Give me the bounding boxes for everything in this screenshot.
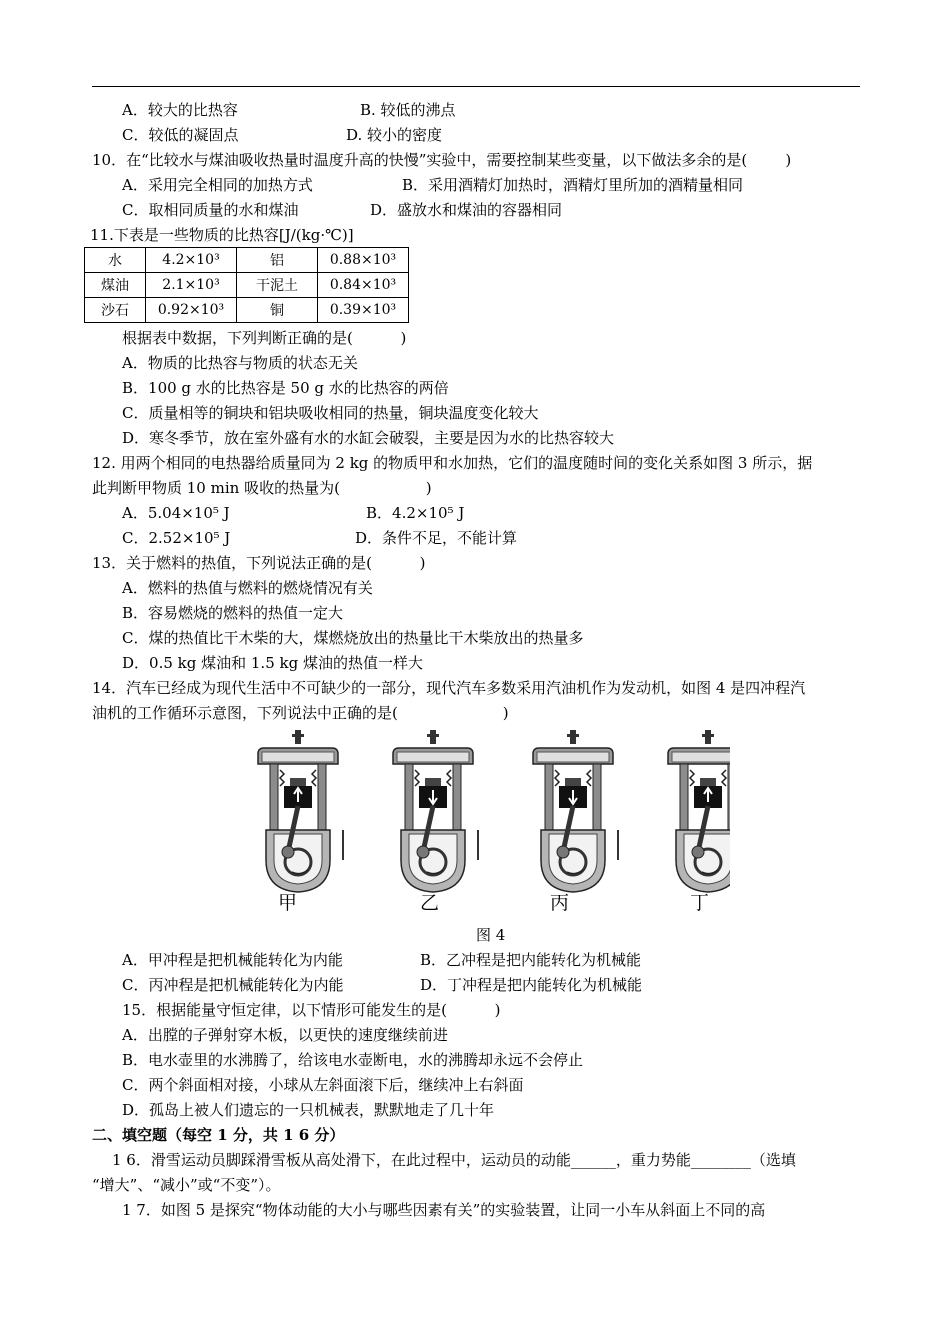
q16-line2: “增大”、“减小”或“不变”）。	[92, 1176, 281, 1194]
q12-option-a: A．5.04×10⁵ J	[122, 504, 230, 522]
table-cell: 4.2×10³	[146, 248, 237, 273]
engine-label-ding: 丁	[690, 892, 710, 914]
q10-option-b: B．采用酒精灯加热时，酒精灯里所加的酒精量相同	[402, 176, 744, 194]
q13-option-d: D．0.5 kg 煤油和 1.5 kg 煤油的热值一样大	[122, 654, 423, 672]
engine-label-jia: 甲	[278, 892, 298, 914]
q12-line2: 此判断甲物质 10 min 吸收的热量为( )	[92, 479, 432, 497]
q14-option-c: C．丙冲程是把机械能转化为内能	[122, 976, 344, 994]
engine-label-bing: 丙	[550, 892, 570, 914]
q10-option-a: A．采用完全相同的加热方式	[122, 176, 313, 194]
table-cell: 铝	[237, 248, 318, 273]
q11-ask: 根据表中数据，下列判断正确的是( )	[122, 329, 407, 347]
q12-option-d: D．条件不足，不能计算	[355, 529, 518, 547]
q10-option-c: C．取相同质量的水和煤油	[122, 201, 299, 219]
q15-stem: 15．根据能量守恒定律，以下情形可能发生的是( )	[122, 1001, 501, 1019]
table-row	[85, 248, 409, 273]
table-cell: 干泥土	[237, 273, 318, 298]
q15-option-a: A．出膛的子弹射穿木板，以更快的速度继续前进	[122, 1026, 448, 1044]
figure-caption: 图 4	[476, 926, 506, 944]
table-row	[85, 273, 409, 298]
q9-option-b: B. 较低的沸点	[360, 101, 456, 119]
table-cell: 铜	[237, 298, 318, 323]
engine-strokes-figure	[240, 730, 730, 910]
table-cell: 煤油	[85, 273, 146, 298]
table-cell: 0.84×10³	[318, 273, 409, 298]
table-cell: 2.1×10³	[146, 273, 237, 298]
q14-option-d: D．丁冲程是把内能转化为机械能	[420, 976, 643, 994]
specific-heat-table	[84, 247, 409, 323]
q11-option-a: A．物质的比热容与物质的状态无关	[122, 354, 358, 372]
q12-option-c: C．2.52×10⁵ J	[122, 529, 231, 547]
section-heading: 二、填空题（每空 1 分，共 1 6 分）	[92, 1126, 345, 1144]
q16-line1: 1 6．滑雪运动员脚踩滑雪板从高处滑下，在此过程中，运动员的动能______，重力势能________（选填	[112, 1151, 796, 1169]
q13-option-a: A．燃料的热值与燃料的燃烧情况有关	[122, 579, 373, 597]
engine-label-yi: 乙	[420, 892, 440, 914]
q9-option-d: D. 较小的密度	[346, 126, 443, 144]
q9-option-a: A．较大的比热容	[122, 101, 238, 119]
q13-option-b: B．容易燃烧的燃料的热值一定大	[122, 604, 344, 622]
header-rule	[92, 86, 860, 87]
q12-option-b: B．4.2×10⁵ J	[366, 504, 465, 522]
q17-line1: 1 7．如图 5 是探究“物体动能的大小与哪些因素有关”的实验装置，让同一小车从斜面上不同的高	[122, 1201, 766, 1219]
q15-option-d: D．孤岛上被人们遗忘的一只机械表，默默地走了几十年	[122, 1101, 495, 1119]
q15-option-b: B．电水壶里的水沸腾了，给该电水壶断电，水的沸腾却永远不会停止	[122, 1051, 584, 1069]
table-row	[85, 298, 409, 323]
q14-option-a: A．甲冲程是把机械能转化为内能	[122, 951, 343, 969]
q10-stem: 10．在“比较水与煤油吸收热量时温度升高的快慢”实验中，需要控制某些变量，以下做法多余的是( )	[92, 151, 792, 169]
q11-option-b: B．100 g 水的比热容是 50 g 水的比热容的两倍	[122, 379, 449, 397]
q11-option-c: C．质量相等的铜块和铝块吸收相同的热量，铜块温度变化较大	[122, 404, 539, 422]
table-cell: 沙石	[85, 298, 146, 323]
q10-option-d: D．盛放水和煤油的容器相同	[370, 201, 563, 219]
table-cell: 0.88×10³	[318, 248, 409, 273]
table-cell: 0.39×10³	[318, 298, 409, 323]
q11-option-d: D．寒冬季节，放在室外盛有水的水缸会破裂，主要是因为水的比热容较大	[122, 429, 615, 447]
q11-stem: 11.下表是一些物质的比热容[J/(kg·℃)]	[90, 226, 354, 244]
q14-line1: 14．汽车已经成为现代生活中不可缺少的一部分，现代汽车多数采用汽油机作为发动机，如图 4 是四冲程汽	[92, 679, 806, 697]
q14-option-b: B．乙冲程是把内能转化为机械能	[420, 951, 642, 969]
q13-stem: 13．关于燃料的热值，下列说法正确的是( )	[92, 554, 426, 572]
table-cell: 水	[85, 248, 146, 273]
q12-line1: 12. 用两个相同的电热器给质量同为 2 kg 的物质甲和水加热，它们的温度随时间的变化关系如图 3 所示，据	[92, 454, 813, 472]
q14-line2: 油机的工作循环示意图，下列说法中正确的是( )	[92, 704, 509, 722]
q15-option-c: C．两个斜面相对接，小球从左斜面滚下后，继续冲上右斜面	[122, 1076, 524, 1094]
table-cell: 0.92×10³	[146, 298, 237, 323]
q9-option-c: C．较低的凝固点	[122, 126, 239, 144]
q13-option-c: C．煤的热值比干木柴的大，煤燃烧放出的热量比干木柴放出的热量多	[122, 629, 584, 647]
